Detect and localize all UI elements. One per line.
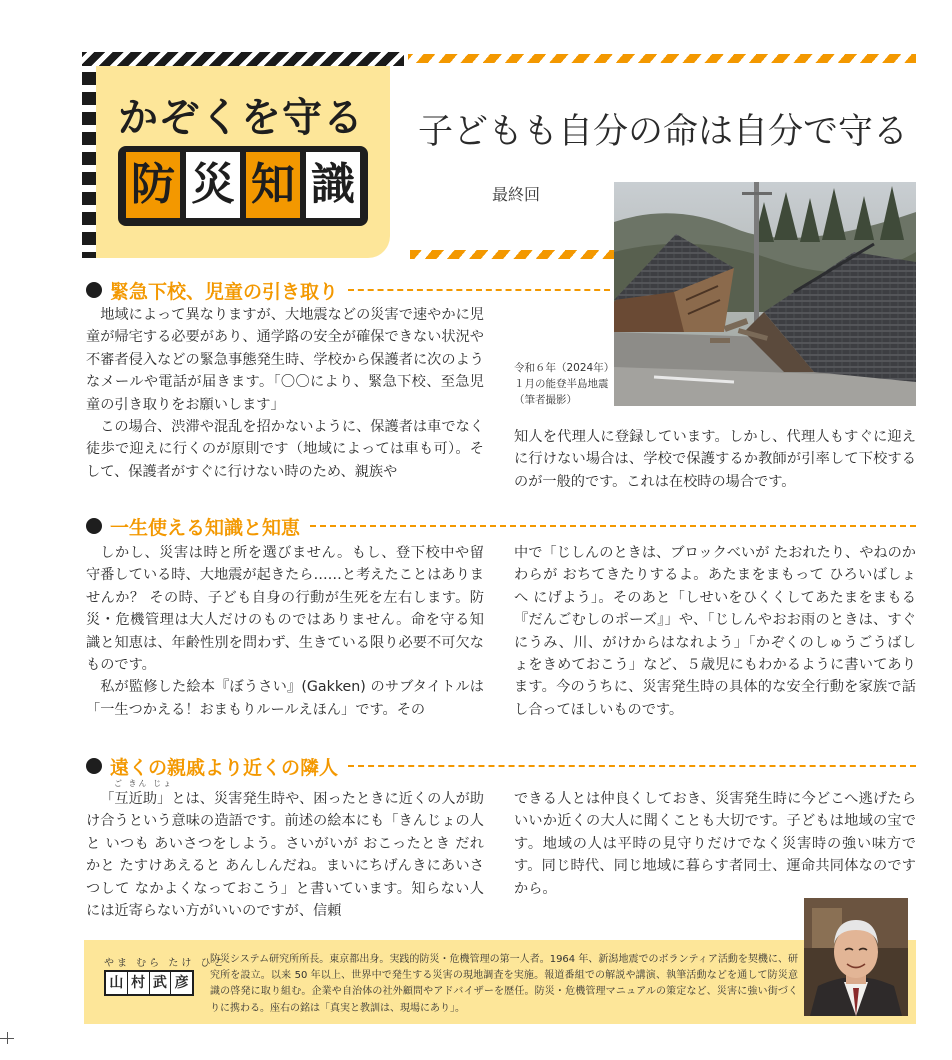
dashed-rule bbox=[310, 525, 916, 527]
title-char-3: 知 bbox=[246, 152, 300, 218]
paragraph: 「互近助」とは、災害発生時や、困ったときに近くの人が助け合うという意味の造語です。前述の絵本にも「きんじょの人と いつも あいさつをしよう。さいがいが おこったとき だれかと たすけあえると あんしんだね。まいにちげんきにあいさつして なかよくなっておこう」と書いています。知らない人には近寄らない方がいいのですが、信頼 bbox=[86, 791, 484, 920]
section-heading-1-text: 緊急下校、児童の引き取り bbox=[110, 280, 339, 303]
dashed-rule bbox=[348, 765, 916, 767]
author-name-reading: やま むら たけ ひこ bbox=[104, 958, 227, 969]
bullet-dot bbox=[86, 282, 102, 298]
paragraph: 中で「じしんのときは、ブロックべいが たおれたり、やねのかわらが おちてきたりするよ。あたまをまもって ひろいばしょへ にげよう」。そのあと「しせいをひくくしてあたまをまもる『だんごむしのポーズ』」や、「じしんやおお雨のときは、すぐにうみ、川、がけからはなれよう」「かぞくのしゅうごうばしょをきめておこう」など、５歳児にもわかるように書いてあります。今のうちに、災害発生時の具体的な安全行動を家族で話し合ってほしいものです。 bbox=[514, 545, 916, 718]
crop-mark bbox=[7, 1032, 8, 1044]
hazard-stripe-horizontal bbox=[82, 52, 404, 66]
article-subtitle: 子どもも自分の命は自分で守る bbox=[418, 112, 909, 152]
paragraph: 知人を代理人に登録しています。しかし、代理人もすぐに迎えに行けない場合は、学校で保護するか教師が引率して下校するのが一般的です。これは在校時の場合です。 bbox=[514, 429, 916, 490]
paragraph: この場合、渋滞や混乱を招かないように、保護者は車でなく徒歩で迎えに行くのが原則です（地域によっては車も可）。そして、保護者がすぐに行けない時のため、親族や bbox=[86, 419, 484, 480]
author-name-char: 彦 bbox=[174, 975, 189, 991]
paragraph: 私が監修した絵本『ぼうさい』(Gakken) のサブタイトルは「一生つかえる！おまもりルールえほん」です。その bbox=[86, 679, 484, 718]
paragraph: できる人とは仲良くしておき、災害発生時に今どこへ逃げたらいいか近くの大人に聞くことも大切です。子どもは地域の宝です。地域の人は平時の見守りだけでなく災害時の強い味方です。同じ時代、同じ地域に暮らす者同士、運命共同体なのですから。 bbox=[514, 791, 916, 897]
section-heading-2-text: 一生使える知識と知恵 bbox=[110, 516, 301, 539]
bullet-dot bbox=[86, 758, 102, 774]
section-2-left-column bbox=[86, 542, 484, 721]
author-bio: 防災システム研究所所長。東京都出身。実践的防災・危機管理の第一人者。1964 年、新潟地震でのボランティア活動を契機に、研究所を設立。以来 50 年以上、世界中で発生する災害の現地調査を実施。報道番組での解説や講演、執筆活動などを通して防災意識の啓発に取り組む。企業や自治体の社外顧問やアドバイザーを歴任。防災・危機管理マニュアルの策定など、災害に強い街づくりに携わる。座右の銘は「真実と教訓は、現場にあり」。 bbox=[210, 954, 798, 1014]
series-title-block bbox=[118, 146, 368, 226]
section-1-left-column bbox=[86, 304, 484, 483]
series-label: 最終回 bbox=[492, 185, 541, 204]
orange-dash-bottom bbox=[410, 250, 614, 259]
title-char-2: 災 bbox=[186, 152, 240, 218]
section-3-left-column bbox=[86, 788, 484, 922]
hazard-stripe-vertical bbox=[82, 52, 96, 258]
section-heading-3 bbox=[86, 752, 916, 780]
section-2-right-column bbox=[514, 542, 916, 721]
ruby-reading: ご きん じょ bbox=[114, 779, 174, 788]
paragraph: しかし、災害は時と所を選びません。もし、登下校中や留守番している時、大地震が起きたら……と考えたことはありませんか？ その時、子ども自身の行動が生死を左右します。防災・危機管理は大人だけのものではありません。命を守る知識と知恵は、年齢性別を問わず、生きている限り必要不可欠なものです。 bbox=[86, 545, 484, 674]
author-name-box bbox=[104, 970, 194, 996]
section-heading-1 bbox=[86, 276, 610, 304]
section-1-right-column bbox=[514, 426, 916, 493]
series-title: かぞくを守る bbox=[118, 95, 364, 141]
earthquake-photo bbox=[614, 182, 916, 406]
title-char-4: 識 bbox=[306, 152, 360, 218]
section-heading-2 bbox=[86, 512, 916, 540]
title-char-1: 防 bbox=[126, 152, 180, 218]
author-name-char: 山 bbox=[106, 972, 128, 994]
bullet-dot bbox=[86, 518, 102, 534]
paragraph: 地域によって異なりますが、大地震などの災害で速やかに児童が帰宅する必要があり、通学路の安全が確保できない状況や不審者侵入などの緊急事態発生時、学校から保護者に次のようなメールや電話が届きます。「〇〇により、緊急下校、至急児童の引き取りをお願いします」 bbox=[86, 307, 484, 413]
photo-caption: 令和６年（2024年）１月の能登半島地震（筆者撮影） bbox=[514, 362, 615, 406]
section-heading-3-text: 遠くの親戚より近くの隣人 bbox=[110, 756, 339, 779]
orange-dash-top bbox=[408, 54, 916, 63]
author-name-char: 村 bbox=[128, 972, 150, 994]
author-portrait bbox=[804, 898, 908, 1016]
author-name-char: 武 bbox=[150, 972, 172, 994]
section-3-right-column bbox=[514, 788, 916, 900]
dashed-rule bbox=[348, 289, 610, 291]
